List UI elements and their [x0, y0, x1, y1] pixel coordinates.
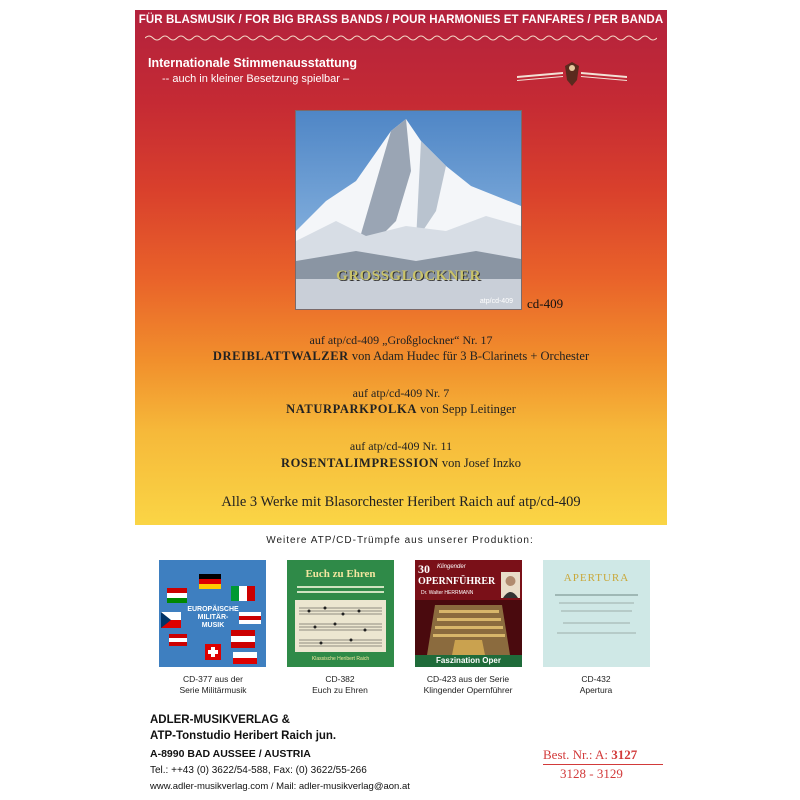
caption-1-line2: Serie Militärmusik [179, 685, 247, 695]
caption-4 [526, 674, 666, 696]
caption-4-line1: CD-432 [581, 674, 611, 684]
publisher-web: www.adler-musikverlag.com / Mail: adler-musikverlag@aon.at [150, 781, 410, 792]
cover-title: GROSSGLOCKNER [336, 268, 481, 284]
thumb-2-cover-text: Euch zu Ehren [305, 568, 376, 580]
publisher-name: ADLER-MUSIKVERLAG & [150, 714, 290, 726]
thumb-3-cover-author: Dr. Walter HERRMANN [421, 590, 474, 596]
all-works-line: Alle 3 Werke mit Blasorchester Heribert Raich auf atp/cd-409 [221, 494, 581, 510]
track-1-title: DREIBLATTWALZER [212, 349, 349, 363]
cd-label: cd-409 [527, 296, 564, 311]
caption-2 [270, 674, 410, 696]
thumb-2-cover-sub: Klassische Heribert Raich [311, 656, 370, 662]
publisher-phone: Tel.: ++43 (0) 3622/54-588, Fax: (0) 3622/55-266 [150, 765, 367, 776]
track-3-title: ROSENTALIMPRESSION [280, 456, 439, 470]
thumb-3-cover-text: OPERNFÜHRER [418, 576, 496, 587]
caption-3-line2: Klingender Opernführer [423, 685, 513, 695]
caption-3 [398, 674, 538, 696]
wavy-divider [145, 34, 657, 42]
track-1-rest: von Adam Hudec für 3 B-Clarinets + Orchester [348, 349, 590, 363]
track-3-line [135, 456, 667, 471]
order-range: 3128 - 3129 [560, 766, 623, 781]
track-1-source: auf atp/cd-409 „Großglockner“ Nr. 17 [309, 333, 493, 347]
track-3-source: auf atp/cd-409 Nr. 11 [349, 439, 453, 453]
album-cover [295, 110, 522, 310]
opera-hall-icon [415, 600, 522, 655]
eagle-logo-icon [517, 60, 627, 90]
caption-1-line1: CD-377 aus der [182, 674, 243, 684]
portrait-icon [501, 572, 520, 598]
cover-code: atp/cd-409 [479, 298, 513, 305]
order-number [543, 747, 637, 763]
track-3-rest: von Josef Inzko [438, 456, 522, 470]
banner-tagline: FÜR BLASMUSIK / FOR BIG BRASS BANDS / POUR HARMONIES ET FANFARES / PER BANDA [138, 14, 664, 26]
thumb-1-cover-text: EUROPÄISCHE MILITÄR- MUSIK [187, 606, 239, 629]
order-label: Best. Nr.: A: [543, 747, 612, 762]
thumb-cd-377 [159, 560, 266, 667]
thumb-cd-432 [543, 560, 650, 667]
sheet-music-icon [295, 600, 386, 652]
thumb-3-cover-num: 30 [418, 562, 430, 576]
thumb-4-cover-text: APERTURA [563, 572, 630, 584]
thumb-cd-423 [415, 560, 522, 667]
track-2-rest: von Sepp Leitinger [416, 402, 516, 416]
caption-2-line1: CD-382 [325, 674, 355, 684]
order-underline [543, 764, 663, 765]
track-2-title: NATURPARKPOLKA [286, 402, 417, 416]
intl-title: Internationale Stimmenausstattung [148, 56, 358, 70]
track-1-line [135, 349, 667, 364]
track-2-source: auf atp/cd-409 Nr. 7 [352, 386, 450, 400]
caption-2-line2: Euch zu Ehren [312, 685, 368, 695]
intl-subtitle: -- auch in kleiner Besetzung spielbar – [162, 73, 350, 85]
track-2-line [135, 402, 667, 417]
caption-1 [143, 674, 283, 696]
publisher-studio: ATP-Tonstudio Heribert Raich jun. [150, 730, 337, 742]
thumb-3-cover-small: Klingender [437, 564, 466, 570]
caption-3-line1: CD-423 aus der Serie [426, 674, 510, 684]
caption-4-line2: Apertura [579, 685, 613, 695]
further-heading: Weitere ATP/CD-Trümpfe aus unserer Produktion: [266, 535, 534, 546]
publisher-address: A-8990 BAD AUSSEE / AUSTRIA [150, 748, 311, 760]
order-main-number: 3127 [611, 747, 638, 762]
poster-panel [135, 10, 667, 525]
thumb-3-cover-bottom: Faszination Oper [415, 655, 522, 667]
thumb-cd-382 [287, 560, 394, 667]
